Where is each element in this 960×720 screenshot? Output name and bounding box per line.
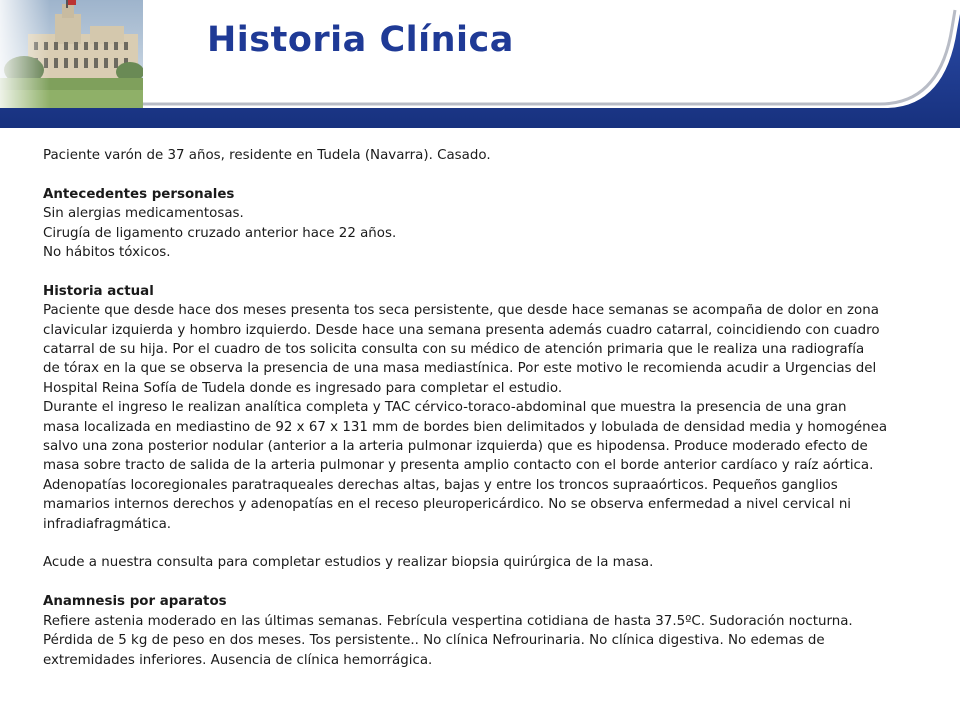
antecedentes-line: No hábitos tóxicos. [43, 245, 171, 261]
historia-line: mamarios internos derechos y adenopatías en el receso pleuropericárdico. No se observa enfermedad a nivel cervical ni [43, 497, 852, 513]
historia-line: infradiafragmática. [43, 516, 172, 532]
historia-line: Paciente que desde hace dos meses presenta tos seca persistente, que desde hace semanas se acompaña de dolor en zona [43, 303, 879, 319]
historia-line: masa sobre tracto de salida de la arteria pulmonar y presenta amplio contacto con el borde anterior cardíaco y raíz aórtica. [43, 458, 874, 474]
anamnesis-line: Refiere astenia moderado en las últimas semanas. Febrícula vespertina cotidiana de hasta 37.5ºC. Sudoración nocturna. [43, 613, 853, 629]
historia-line: clavicular izquierda y hombro izquierdo. Desde hace una semana presenta además cuadro catarral, coincidiendo con cuadro [43, 322, 880, 338]
anamnesis-line: Pérdida de 5 kg de peso en dos meses. Tos persistente.. No clínica Nefrourinaria. No clínica digestiva. No edemas de [43, 633, 825, 649]
historia-closing: Acude a nuestra consulta para completar estudios y realizar biopsia quirúrgica de la masa. [43, 555, 654, 571]
antecedentes-line: Sin alergias medicamentosas. [43, 206, 244, 222]
anamnesis-heading: Anamnesis por aparatos [43, 594, 227, 610]
intro-line: Paciente varón de 37 años, residente en Tudela (Navarra). Casado. [43, 148, 491, 163]
clinical-history-body [43, 146, 943, 670]
historia-line: salvo una zona posterior nodular (anterior a la arteria pulmonar izquierda) que es hipodensa. Produce moderado efecto de [43, 439, 868, 455]
historia-line: de tórax en la que se observa la presencia de una masa mediastínica. Por este motivo le recomienda acudir a Urgencias del [43, 361, 877, 377]
header-banner [0, 0, 960, 130]
anamnesis-line: extremidades inferiores. Ausencia de clínica hemorrágica. [43, 652, 433, 668]
antecedentes-line: Cirugía de ligamento cruzado anterior hace 22 años. [43, 225, 397, 241]
historia-actual-heading: Historia actual [43, 283, 154, 299]
historia-line: catarral de su hija. Por el cuadro de tos solicita consulta con su médico de atención primaria que le realiza una radiografía [43, 342, 865, 358]
historia-line: Adenopatías locoregionales paratraqueales derechas altas, bajas y entre los troncos supraaórticos. Pequeños ganglios [43, 477, 838, 493]
building-photo [0, 0, 143, 108]
historia-line: Hospital Reina Sofía de Tudela donde es ingresado para completar el estudio. [43, 380, 563, 396]
antecedentes-heading: Antecedentes personales [43, 186, 235, 202]
historia-line: Durante el ingreso le realizan analítica completa y TAC cérvico-toraco-abdominal que muestra la presencia de una gran [43, 400, 847, 416]
page-title: Historia Clínica [207, 20, 514, 60]
historia-line: masa localizada en mediastino de 92 x 67 x 131 mm de bordes bien delimitados y lobulada de densidad media y homogénea [43, 419, 888, 435]
